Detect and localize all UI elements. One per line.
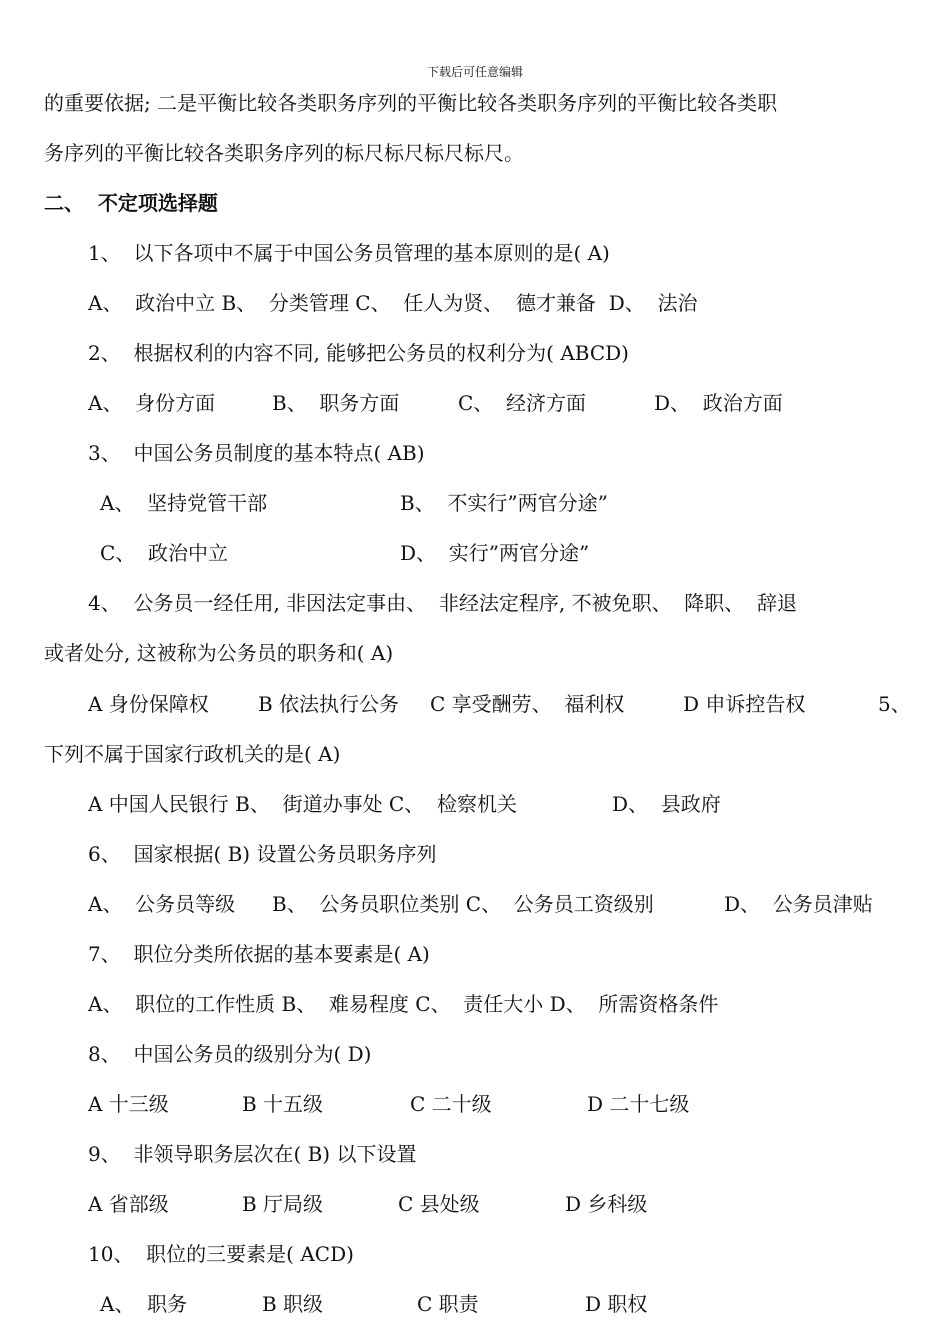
question-4-option-d: D 申诉控告权 — [683, 692, 806, 716]
question-10-option-d: D 职权 — [585, 1292, 648, 1316]
question-7-stem: 7、 职位分类所依据的基本要素是( A) — [88, 942, 430, 966]
question-8-stem: 8、 中国公务员的级别分为( D) — [88, 1042, 372, 1066]
question-5-options-abc: A 中国人民银行 B、 街道办事处 C、 检察机关 — [88, 792, 517, 816]
question-10-stem: 10、 职位的三要素是( ACD) — [88, 1242, 354, 1266]
question-4-stem-line-2: 或者处分, 这被称为公务员的职务和( A) — [44, 641, 394, 665]
intro-line-1: 的重要依据; 二是平衡比较各类职务序列的平衡比较各类职务序列的平衡比较各类职 — [44, 91, 778, 115]
question-2-option-b: B、 职务方面 — [272, 391, 400, 415]
question-8-option-c: C 二十级 — [410, 1092, 492, 1116]
question-2-option-c: C、 经济方面 — [458, 391, 587, 415]
question-7-options: A、 职位的工作性质 B、 难易程度 C、 责任大小 D、 所需资格条件 — [88, 992, 719, 1016]
question-9-option-a: A 省部级 — [88, 1192, 169, 1216]
question-9-option-c: C 县处级 — [398, 1192, 480, 1216]
question-1-options: A、 政治中立 B、 分类管理 C、 任人为贤、 德才兼备 D、 法治 — [88, 291, 698, 315]
question-3-option-a: A、 坚持党管干部 — [100, 491, 268, 515]
question-4-option-b: B 依法执行公务 — [258, 692, 400, 716]
page-header: 下载后可任意编辑 — [426, 65, 523, 79]
question-3-stem: 3、 中国公务员制度的基本特点( AB) — [88, 441, 425, 465]
question-2-option-a: A、 身份方面 — [88, 391, 216, 415]
question-8-option-d: D 二十七级 — [587, 1092, 690, 1116]
question-5-number: 5、 — [878, 692, 911, 716]
question-1-stem: 1、 以下各项中不属于中国公务员管理的基本原则的是( A) — [88, 241, 610, 265]
question-6-options-bc: B、 公务员职位类别 C、 公务员工资级别 — [272, 892, 654, 916]
question-9-stem: 9、 非领导职务层次在( B) 以下设置 — [88, 1142, 417, 1166]
question-4-option-a: A 身份保障权 — [88, 692, 209, 716]
question-6-option-a: A、 公务员等级 — [88, 892, 236, 916]
question-10-option-c: C 职责 — [417, 1292, 479, 1316]
intro-line-2: 务序列的平衡比较各类职务序列的标尺标尺标尺标尺。 — [44, 141, 524, 165]
question-3-option-c: C、 政治中立 — [100, 541, 229, 565]
question-4-option-c: C 享受酬劳、 福利权 — [430, 692, 625, 716]
question-2-stem: 2、 根据权利的内容不同, 能够把公务员的权利分为( ABCD) — [88, 341, 629, 365]
section-title: 二、 不定项选择题 — [44, 191, 218, 215]
question-8-option-a: A 十三级 — [88, 1092, 169, 1116]
question-5-stem: 下列不属于国家行政机关的是( A) — [44, 742, 341, 766]
question-6-stem: 6、 国家根据( B) 设置公务员职务序列 — [88, 842, 437, 866]
question-6-option-d: D、 公务员津贴 — [724, 892, 873, 916]
question-10-option-a: A、 职务 — [100, 1292, 188, 1316]
question-9-option-b: B 厅局级 — [242, 1192, 324, 1216]
question-10-option-b: B 职级 — [262, 1292, 324, 1316]
question-4-stem-line-1: 4、 公务员一经任用, 非因法定事由、 非经法定程序, 不被免职、 降职、 辞退 — [88, 591, 798, 615]
question-5-option-d: D、 县政府 — [612, 792, 721, 816]
question-2-option-d: D、 政治方面 — [654, 391, 783, 415]
question-8-option-b: B 十五级 — [242, 1092, 324, 1116]
question-9-option-d: D 乡科级 — [565, 1192, 648, 1216]
question-3-option-d: D、 实行”两官分途” — [400, 541, 590, 565]
question-3-option-b: B、 不实行”两官分途” — [400, 491, 608, 515]
